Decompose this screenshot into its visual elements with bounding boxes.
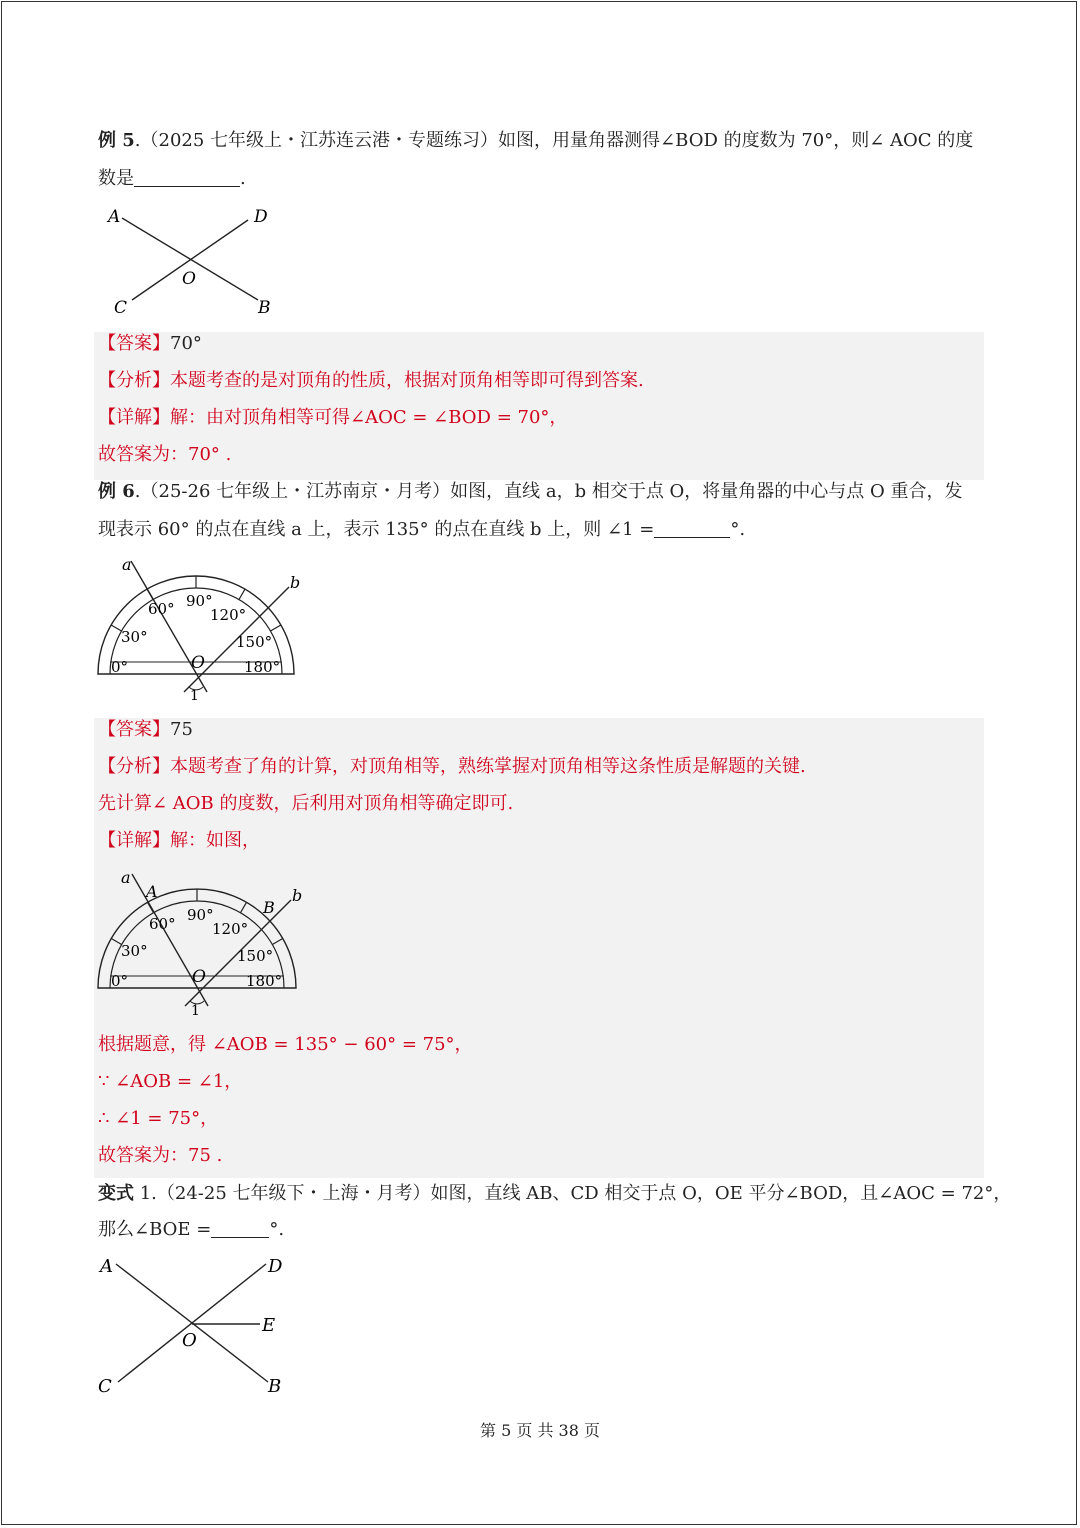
var1-question-line2 bbox=[98, 1216, 284, 1244]
ex6-question-line2 bbox=[98, 516, 745, 544]
ex6-fig2-tick-0: 0° bbox=[111, 972, 129, 990]
ex6-fig2-label-a: a bbox=[121, 868, 131, 887]
ex5-line2-text: 数是 bbox=[98, 168, 134, 189]
var1-question-text: 1.（24-25 七年级下・上海・月考）如图，直线 AB、CD 相交于点 O，OE 平分∠BOD，且∠AOC = 72°， bbox=[134, 1183, 1012, 1204]
ex5-label-C: C bbox=[114, 298, 128, 318]
ex6-fig1-label-b: b bbox=[290, 573, 301, 592]
ex6-fig1-tick-0: 0° bbox=[111, 658, 129, 676]
ex5-question-text: .（2025 七年级上・江苏连云港・专题练习）如图，用量角器测得∠BOD 的度数为 70°，则∠ AOC 的度 bbox=[134, 130, 974, 151]
ex6-question-line1 bbox=[98, 478, 963, 506]
ex5-label: 例 5 bbox=[98, 130, 135, 151]
ex6-protractor-figure bbox=[96, 556, 306, 704]
var1-label-B: B bbox=[268, 1376, 282, 1397]
ex6-answer-value: 75 bbox=[170, 719, 193, 740]
ex5-question-line1 bbox=[98, 127, 973, 155]
ex6-analysis-text: 本题考查了角的计算，对顶角相等，熟练掌握对顶角相等这条性质是解题的关键. bbox=[170, 756, 806, 777]
ex5-answer-value: 70° bbox=[170, 333, 202, 354]
ex5-label-O: O bbox=[182, 269, 196, 289]
var1-label-C: C bbox=[98, 1376, 112, 1397]
ex6-analysis bbox=[98, 753, 806, 781]
ex5-answer-blank bbox=[134, 168, 240, 187]
ex6-step-3: ∴ ∠1 = 75°， bbox=[98, 1108, 219, 1129]
var1-question-line1 bbox=[98, 1180, 1011, 1208]
ex5-question-line2 bbox=[98, 165, 246, 193]
var1-label-E: E bbox=[262, 1315, 276, 1336]
ex5-line2-end: . bbox=[240, 168, 246, 189]
ex6-fig2-tick-60: 60° bbox=[149, 915, 176, 933]
ex6-analysis-tag: 【分析】 bbox=[98, 756, 170, 777]
ex6-detail-text: 解：如图， bbox=[170, 830, 260, 851]
ex6-detail bbox=[98, 827, 260, 855]
ex6-fig1-tick-150: 150° bbox=[236, 633, 273, 651]
ex6-fig2-label-O: O bbox=[192, 967, 206, 987]
ex6-detail-tag: 【详解】 bbox=[98, 830, 170, 851]
ex6-fig1-label-O: O bbox=[191, 653, 205, 673]
ex6-line2-text: 现表示 60° 的点在直线 a 上，表示 135° 的点在直线 b 上，则 ∠1 = bbox=[98, 519, 655, 540]
var1-figure bbox=[96, 1252, 296, 1402]
ex5-analysis-text: 本题考查的是对顶角的性质，根据对顶角相等即可得到答案. bbox=[170, 370, 644, 391]
ex5-detail-text: 解：由对顶角相等可得∠AOC = ∠BOD = 70°， bbox=[170, 407, 568, 428]
ex6-answer-tag: 【答案】 bbox=[98, 719, 170, 740]
ex6-fig1-label-a: a bbox=[122, 556, 132, 574]
ex6-fig2-tick-90: 90° bbox=[187, 906, 214, 924]
ex6-fig2-tick-120: 120° bbox=[212, 920, 249, 938]
ex6-question-text: .（25-26 七年级上・江苏南京・月考）如图，直线 a，b 相交于点 O，将量角器的中心与点 O 重合，发 bbox=[134, 481, 963, 502]
ex6-fig1-tick-120: 120° bbox=[210, 606, 247, 624]
ex6-final: 故答案为：75 . bbox=[98, 1145, 223, 1166]
var1-line2-text: 那么∠BOE = bbox=[98, 1219, 212, 1240]
ex6-fig2-label-B: B bbox=[263, 898, 275, 917]
ex6-line2-end: °. bbox=[730, 519, 746, 540]
var1-label-D: D bbox=[268, 1256, 283, 1277]
ex5-final: 故答案为：70° . bbox=[98, 444, 232, 465]
var1-answer-blank bbox=[211, 1219, 269, 1238]
var1-label-O: O bbox=[182, 1330, 197, 1351]
ex6-answer bbox=[98, 716, 193, 744]
ex6-fig1-label-1: 1 bbox=[190, 688, 199, 704]
ex5-detail-tag: 【详解】 bbox=[98, 407, 170, 428]
ex5-analysis-tag: 【分析】 bbox=[98, 370, 170, 391]
ex6-fig2-tick-180: 180° bbox=[246, 972, 283, 990]
ex6-analysis-2: 先计算∠ AOB 的度数，后利用对顶角相等确定即可. bbox=[98, 793, 514, 814]
var1-label: 变式 bbox=[98, 1183, 134, 1204]
ex5-answer bbox=[98, 330, 202, 358]
ex6-fig2-label-b: b bbox=[292, 886, 303, 905]
ex6-fig1-tick-180: 180° bbox=[244, 658, 281, 676]
ex6-step-1: 根据题意，得 ∠AOB = 135° − 60° = 75°， bbox=[98, 1034, 473, 1055]
ex5-detail bbox=[98, 404, 567, 432]
ex6-fig2-label-1: 1 bbox=[191, 1003, 200, 1018]
ex6-label: 例 6 bbox=[98, 481, 135, 502]
ex6-step-2: ∵ ∠AOB = ∠1， bbox=[98, 1071, 243, 1092]
page-footer: 第 5 页 共 38 页 bbox=[480, 1421, 600, 1440]
ex6-fig2-label-A: A bbox=[146, 882, 158, 901]
ex5-label-B: B bbox=[258, 298, 271, 318]
ex6-fig1-tick-30: 30° bbox=[121, 628, 148, 646]
ex6-answer-blank bbox=[654, 519, 730, 538]
ex5-label-A: A bbox=[108, 207, 121, 227]
ex6-fig1-tick-90: 90° bbox=[186, 592, 213, 610]
ex5-answer-tag: 【答案】 bbox=[98, 333, 170, 354]
ex6-fig2-tick-150: 150° bbox=[237, 947, 274, 965]
var1-line-CD bbox=[118, 1264, 266, 1382]
ex5-analysis bbox=[98, 367, 644, 395]
var1-label-A: A bbox=[100, 1256, 113, 1277]
ex6-fig2-tick-30: 30° bbox=[121, 942, 148, 960]
var1-line2-end: °. bbox=[269, 1219, 285, 1240]
ex5-figure bbox=[100, 200, 280, 320]
ex5-label-D: D bbox=[254, 207, 268, 227]
ex6-solution-protractor-figure bbox=[96, 868, 308, 1018]
ex6-fig1-tick-60: 60° bbox=[148, 600, 175, 618]
